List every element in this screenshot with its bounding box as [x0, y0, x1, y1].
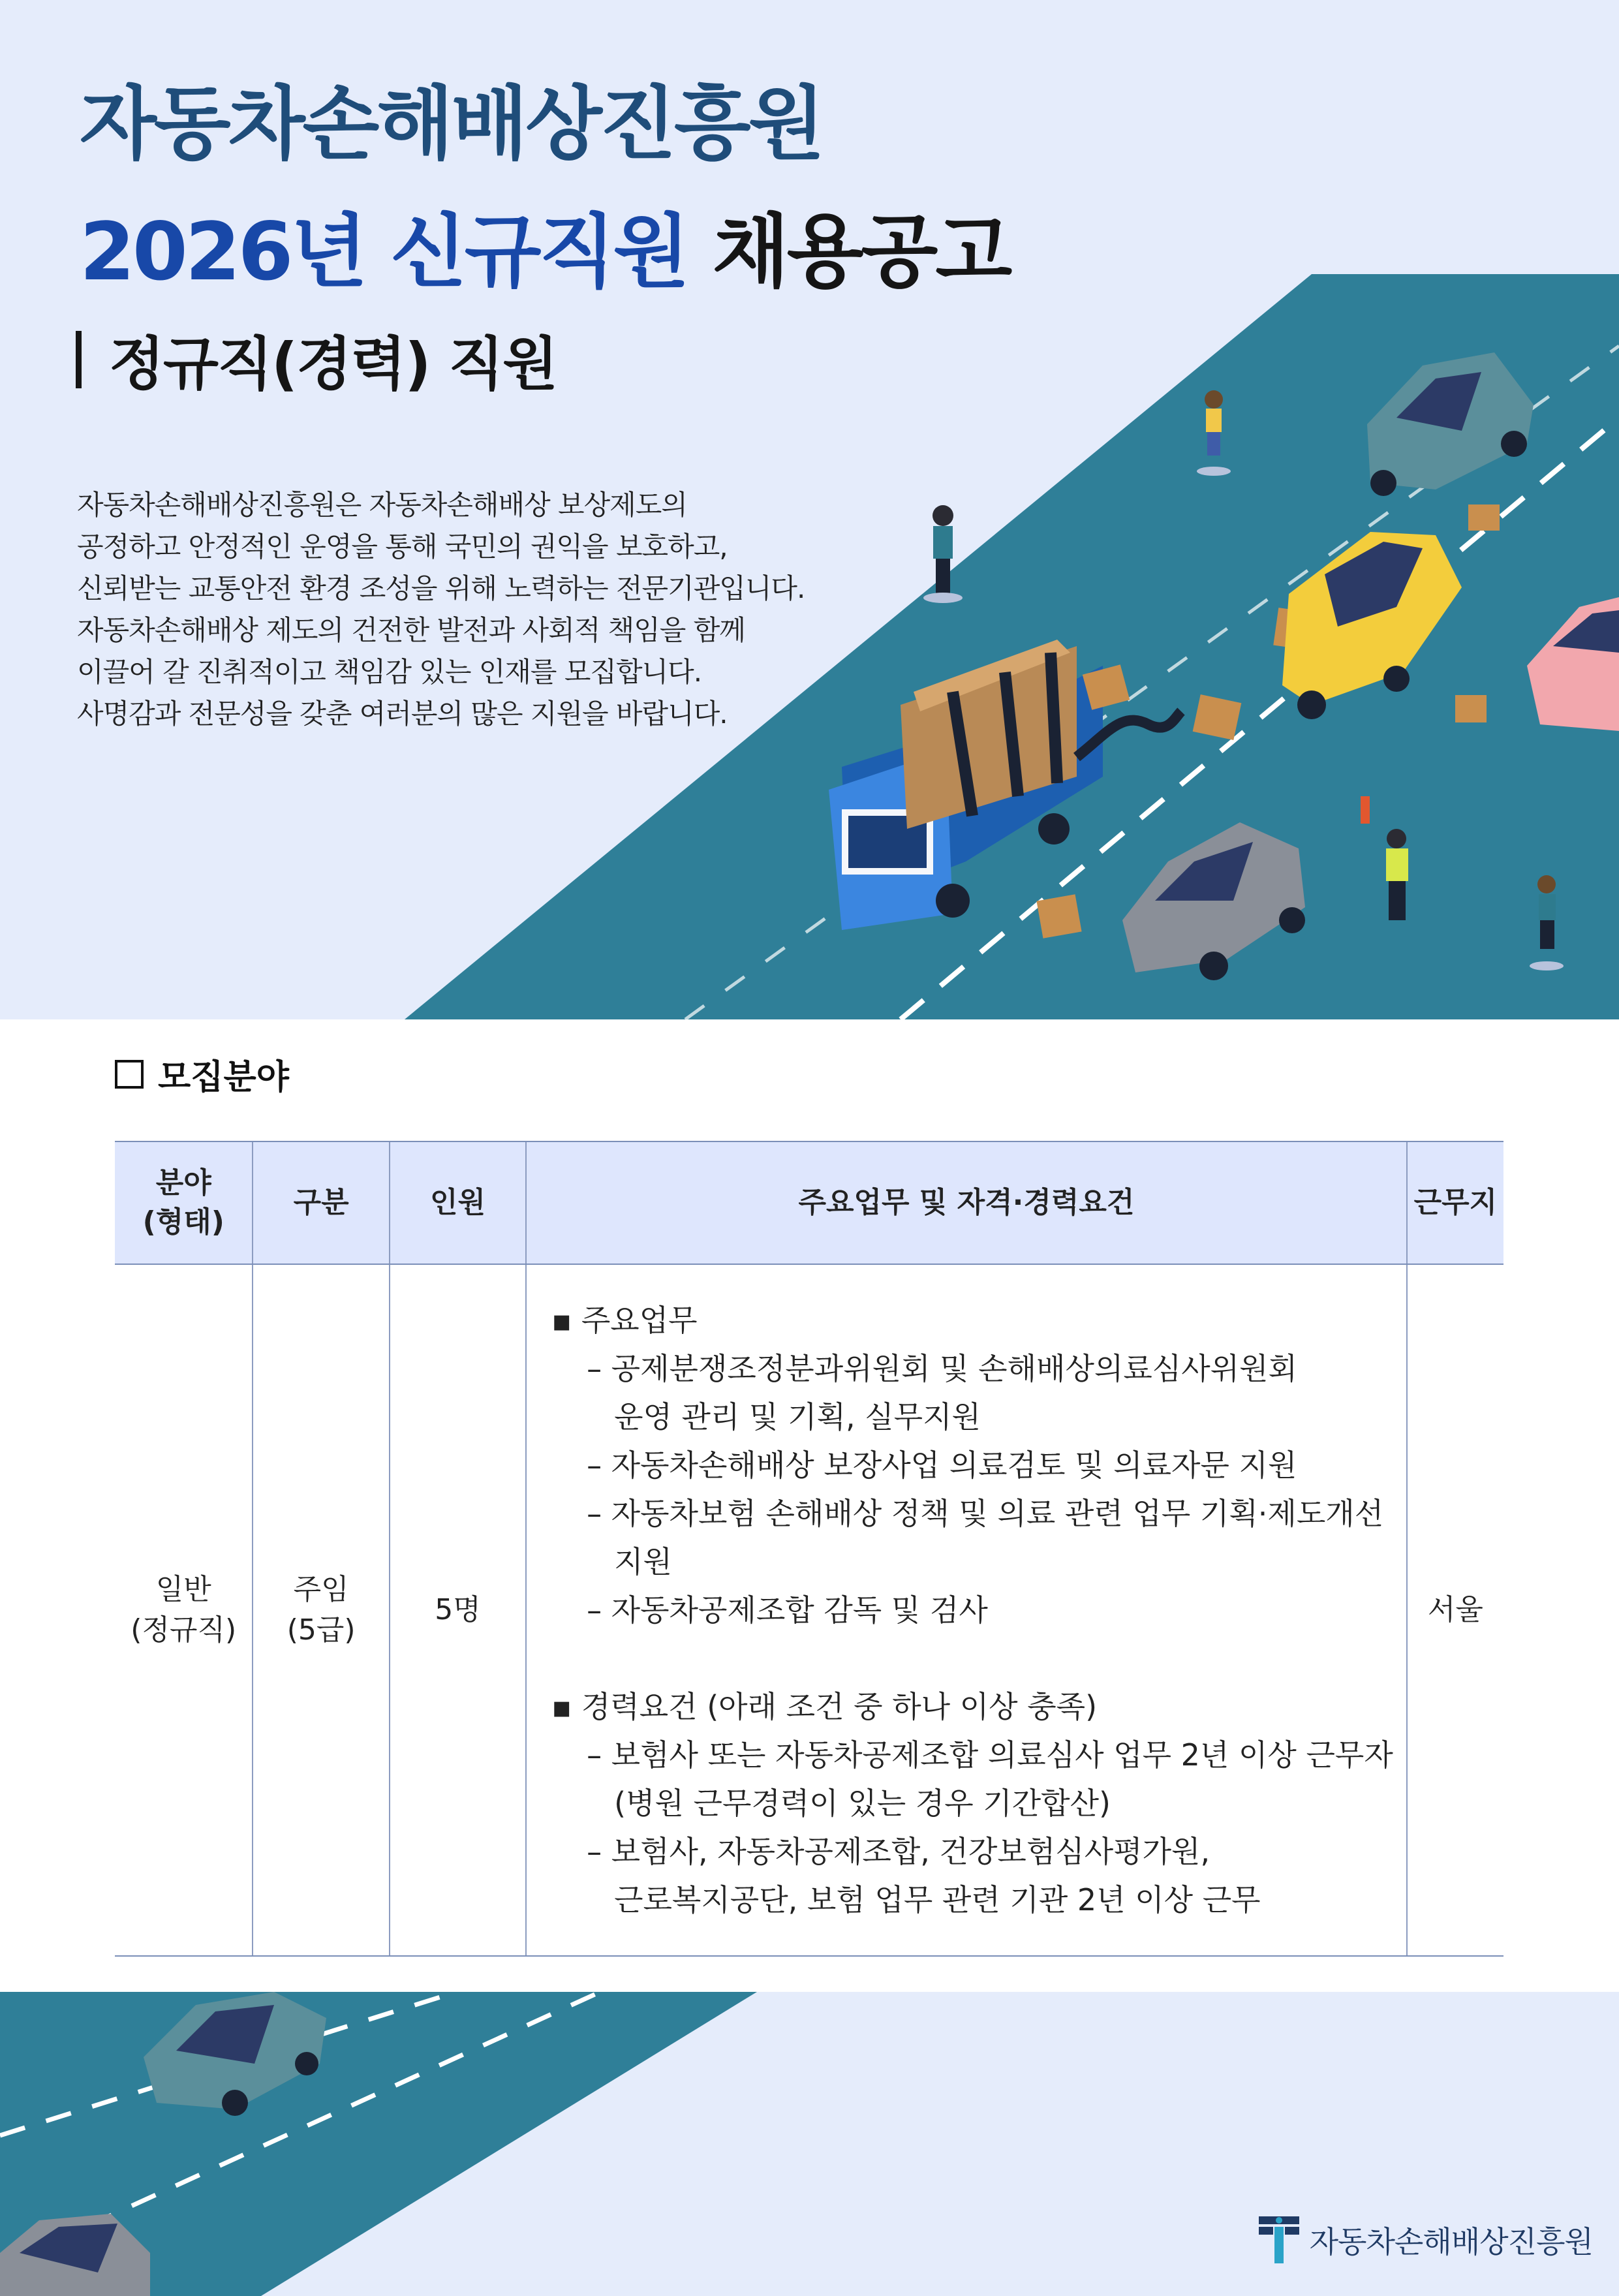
title-rest: 채용공고 — [712, 206, 1010, 298]
career-item-continued: 근로복지공단, 보험 업무 관련 기관 2년 이상 근무 — [614, 1882, 1261, 1917]
intro-line: 자동차손해배상 제도의 건전한 발전과 사회적 책임을 함께 — [77, 614, 745, 646]
hero-banner — [0, 0, 1619, 1019]
duty-item: – 자동차공제조합 감독 및 검사 — [587, 1592, 988, 1628]
category-line1: 주임 — [293, 1573, 349, 1606]
field-line2: (정규직) — [131, 1613, 237, 1647]
recruitment-table — [115, 1141, 1503, 1957]
duty-item-continued: 운영 관리 및 기획, 실무지원 — [614, 1399, 981, 1435]
header-field-line1: 분야 — [155, 1166, 211, 1200]
intro-line: 공정하고 안정적인 운영을 통해 국민의 권익을 보호하고, — [77, 531, 728, 563]
intro-paragraph — [77, 484, 860, 735]
subtitle — [76, 318, 557, 401]
cell-headcount: 5명 — [390, 1264, 526, 1956]
career-item-continued: (병원 근무경력이 있는 경우 기간합산) — [614, 1786, 1111, 1821]
header-field-line2: (형태) — [142, 1205, 224, 1239]
intro-line: 이끌어 갈 진취적이고 책임감 있는 인재를 모집합니다. — [77, 656, 702, 688]
subtitle-text: 정규직(경력) 직원 — [109, 330, 557, 397]
career-item: – 보험사 또는 자동차공제조합 의료심사 업무 2년 이상 근무자 — [587, 1737, 1393, 1773]
cell-location: 서울 — [1407, 1264, 1503, 1956]
duty-item: – 자동차보험 손해배상 정책 및 의료 관련 업무 기획·제도개선 — [587, 1496, 1384, 1531]
career-heading: ▪ 경력요건 (아래 조건 중 하나 이상 충족) — [551, 1689, 1098, 1724]
intro-line: 사명감과 전문성을 갖춘 여러분의 많은 지원을 바랍니다. — [77, 698, 728, 730]
field-line1: 일반 — [155, 1573, 211, 1606]
section-title-text: 모집분야 — [158, 1058, 289, 1097]
category-line2: (5급) — [286, 1613, 356, 1647]
spacer — [551, 1634, 1393, 1683]
intro-line: 자동차손해배상진흥원은 자동차손해배상 보상제도의 — [77, 489, 687, 521]
cell-field — [115, 1264, 253, 1956]
org-logo-icon — [1259, 2216, 1299, 2263]
cell-category — [253, 1264, 389, 1956]
checkbox-square-icon — [115, 1060, 144, 1089]
org-logo-text: 자동차손해배상진흥원 — [1309, 2224, 1593, 2259]
table-header-row — [115, 1141, 1503, 1264]
header-field — [115, 1141, 253, 1264]
org-title: 자동차손해배상진흥원 — [80, 78, 823, 170]
cell-duties — [526, 1264, 1407, 1956]
page-title — [80, 188, 1010, 302]
duty-item: – 자동차손해배상 보장사업 의료검토 및 의료자문 지원 — [587, 1448, 1297, 1483]
org-logo — [1259, 2216, 1593, 2263]
header-category: 구분 — [253, 1141, 389, 1264]
header-location: 근무지 — [1407, 1141, 1503, 1264]
table-row — [115, 1264, 1503, 1956]
duty-item-continued: 지원 — [614, 1544, 672, 1579]
header-headcount: 인원 — [390, 1141, 526, 1264]
title-highlight: 2026년 신규직원 — [80, 206, 688, 298]
intro-line: 신뢰받는 교통안전 환경 조성을 위해 노력하는 전문기관입니다. — [77, 572, 805, 604]
duty-item: – 공제분쟁조정분과위원회 및 손해배상의료심사위원회 — [587, 1351, 1297, 1386]
section-title — [115, 1049, 289, 1098]
duties-heading: ▪ 주요업무 — [551, 1303, 698, 1338]
footer-banner — [0, 1992, 1619, 2296]
header-duties: 주요업무 및 자격·경력요건 — [526, 1141, 1407, 1264]
career-item: – 보험사, 자동차공제조합, 건강보험심사평가원, — [587, 1834, 1210, 1869]
subtitle-bar — [76, 331, 82, 388]
